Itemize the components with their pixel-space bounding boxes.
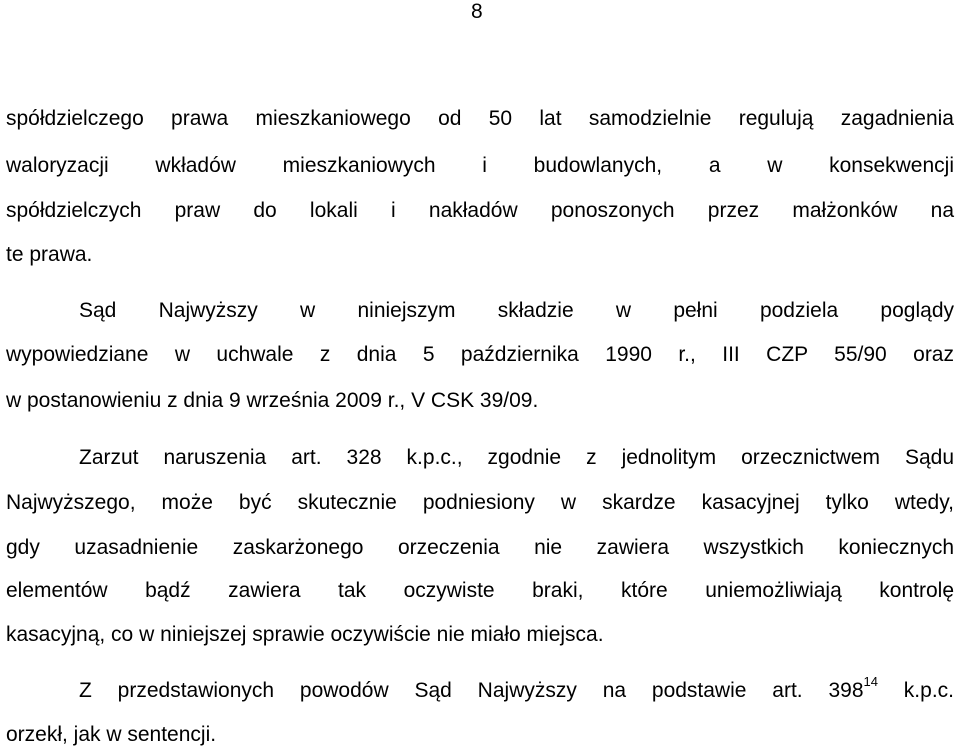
page-number: 8	[471, 0, 483, 23]
text-line: kasacyjną, co w niniejszej sprawie oczywiście nie miało miejsca.	[6, 623, 604, 646]
text-before-superscript: Z przedstawionych powodów Sąd Najwyższy na podstawie art. 398	[79, 679, 864, 702]
text-line-with-superscript	[79, 674, 954, 704]
text-line: gdy uzasadnienie zaskarżonego orzeczenia nie zawiera wszystkich koniecznych	[6, 536, 954, 559]
text-line: Zarzut naruszenia art. 328 k.p.c., zgodnie z jednolitym orzecznictwem Sądu	[79, 446, 954, 469]
text-line: waloryzacji wkładów mieszkaniowych i budowlanych, a w konsekwencji	[6, 154, 954, 177]
text-line: wypowiedziane w uchwale z dnia 5 października 1990 r., III CZP 55/90 oraz	[6, 343, 954, 366]
text-line: orzekł, jak w sentencji.	[6, 723, 217, 746]
superscript: 14	[863, 674, 878, 689]
text-line: elementów bądź zawiera tak oczywiste braki, które uniemożliwiają kontrolę	[6, 579, 954, 602]
text-line: spółdzielczych praw do lokali i nakładów ponoszonych przez małżonków na	[6, 199, 954, 222]
text-line: Sąd Najwyższy w niniejszym składzie w pełni podziela poglądy	[79, 299, 954, 322]
text-line: te prawa.	[6, 243, 93, 266]
text-line: Najwyższego, może być skutecznie podniesiony w skardze kasacyjnej tylko wtedy,	[6, 491, 954, 514]
text-after-superscript: k.p.c.	[877, 679, 954, 702]
text-line: w postanowieniu z dnia 9 września 2009 r., V CSK 39/09.	[6, 389, 539, 412]
text-line: spółdzielczego prawa mieszkaniowego od 50 lat samodzielnie regulują zagadnienia	[6, 107, 954, 130]
